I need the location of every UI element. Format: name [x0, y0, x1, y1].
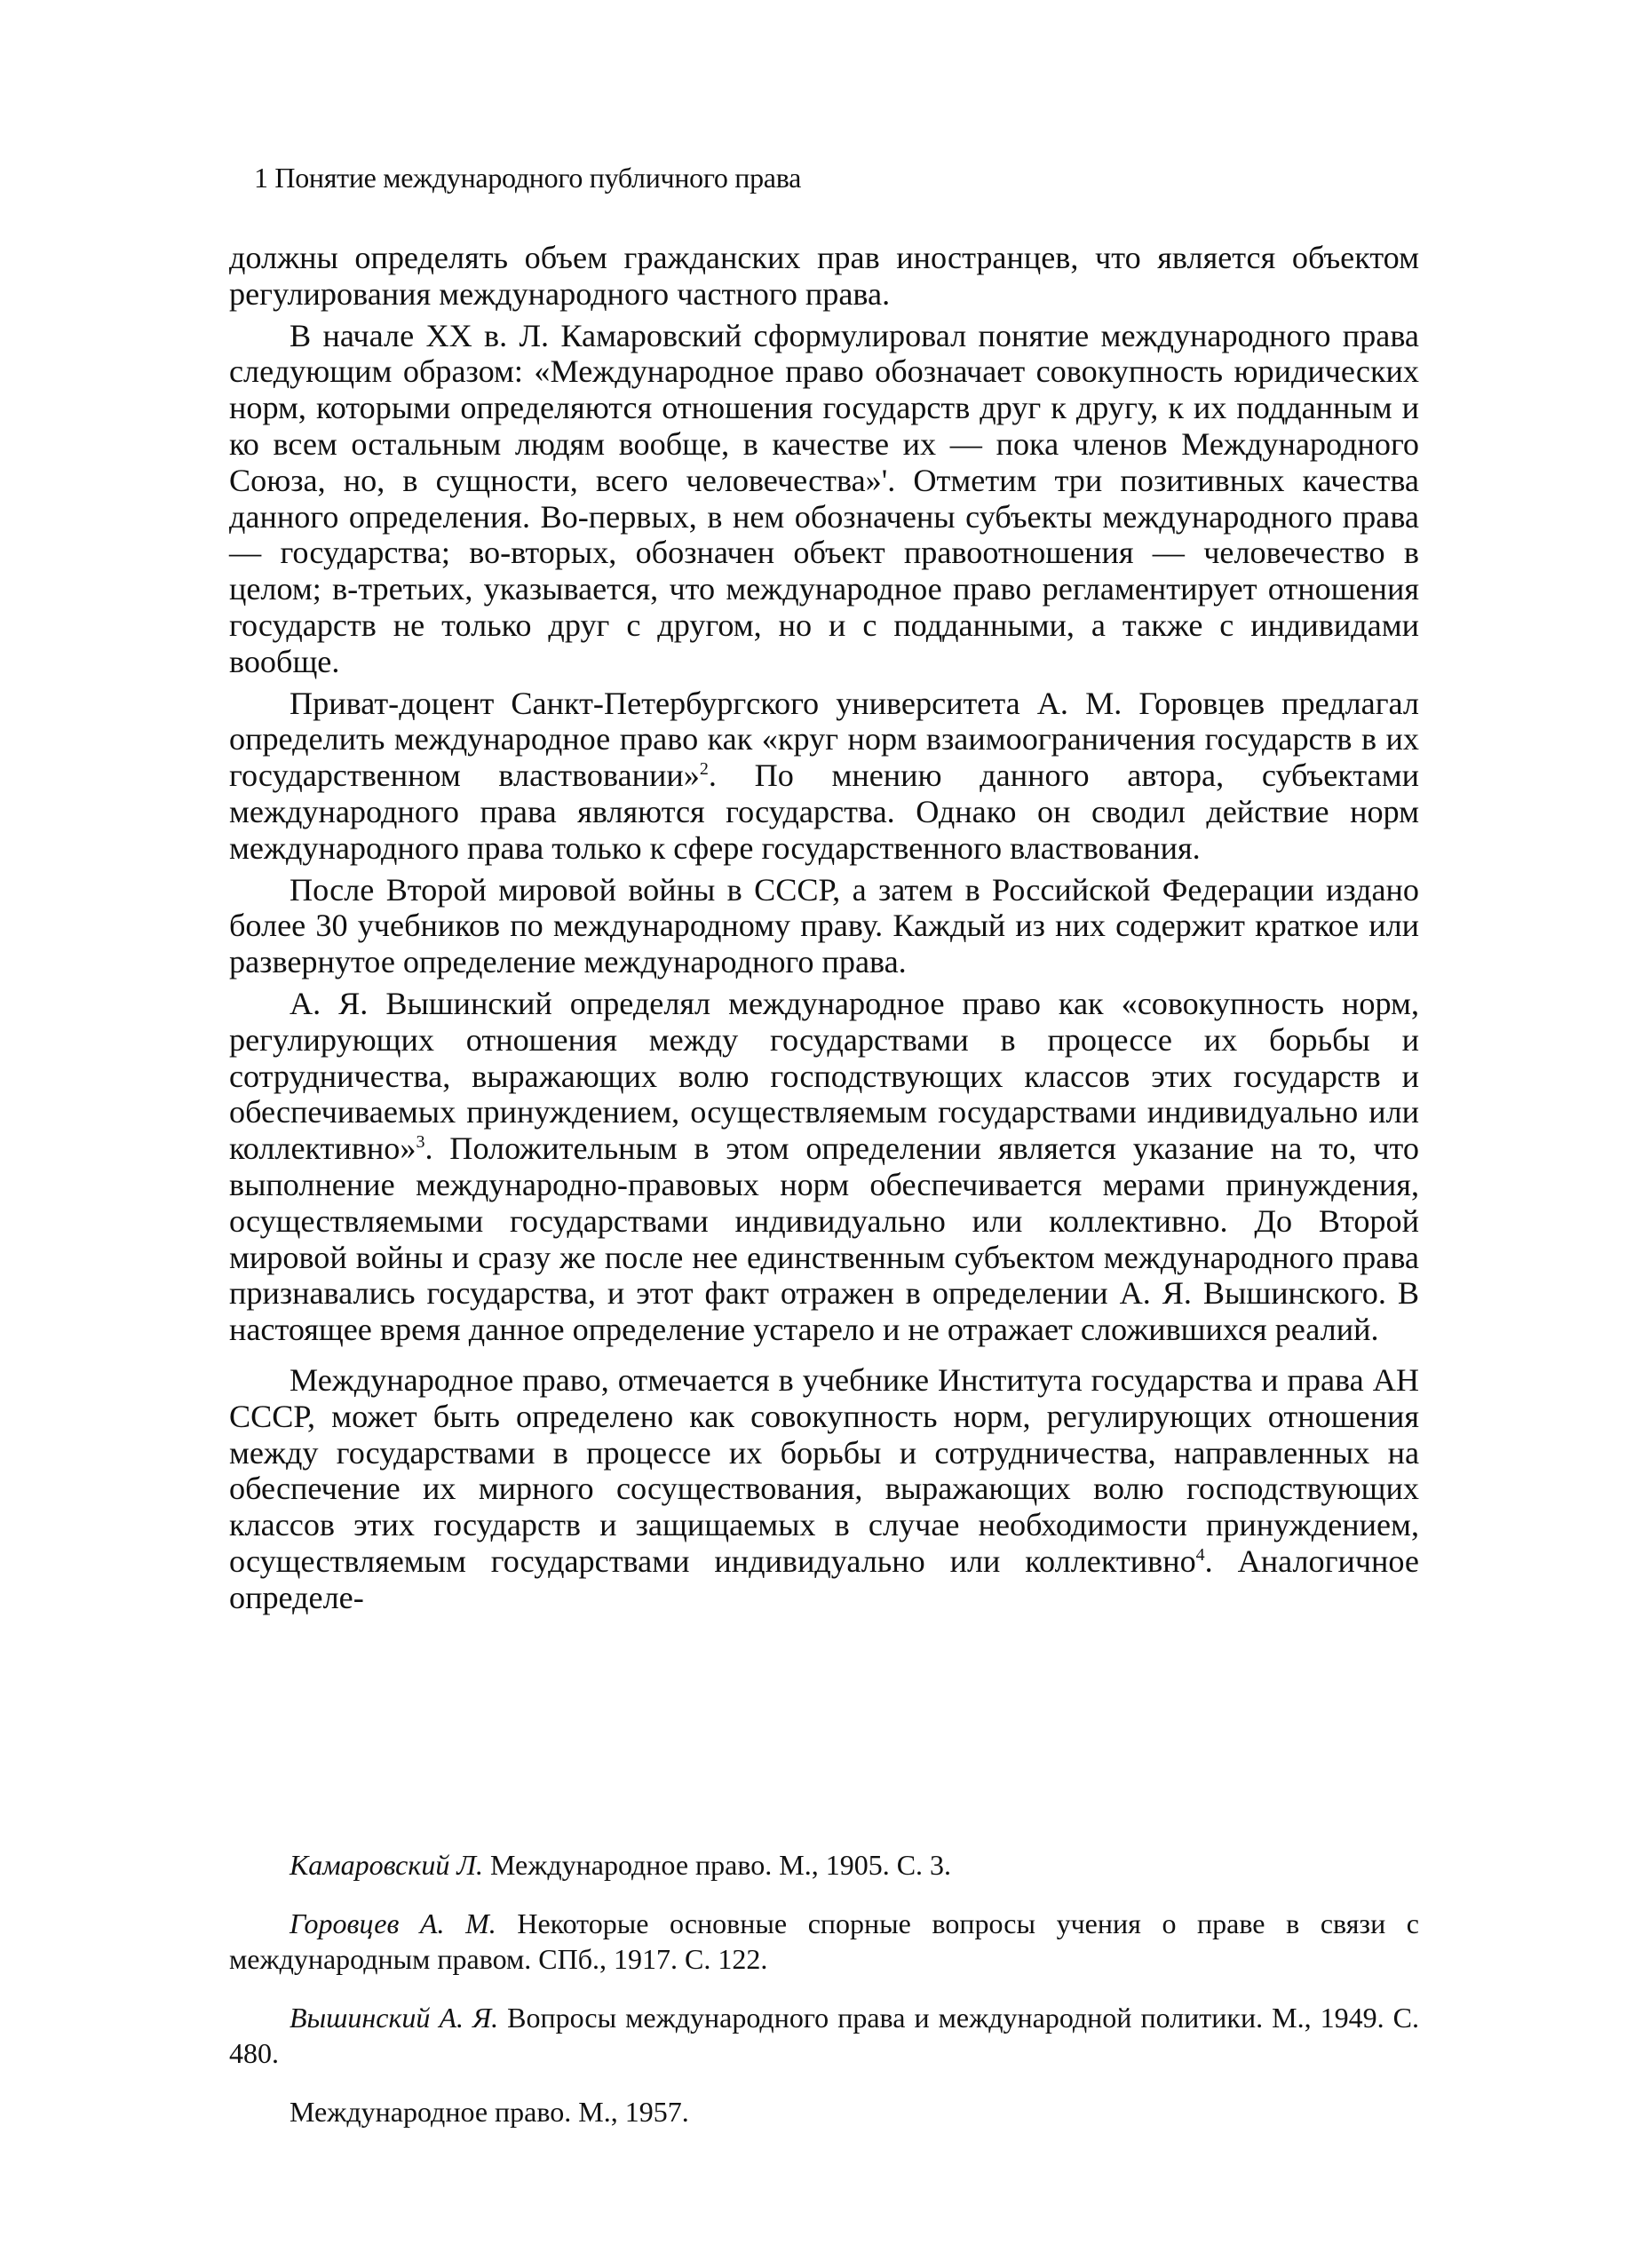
footnote-2: [229, 1906, 1419, 1977]
footnote-text: Вопросы международного права и международной политики. М., 1949. С. 480.: [229, 2002, 1420, 2069]
paragraph-continuation: должны определять объем гражданских прав иностранцев, что является объектом регулирования международного частного права.: [229, 240, 1419, 312]
paragraph-text: . Положительным в этом определении является указание на то, что выполнение международно-правовых норм обеспечивается мерами принуждения, осуществляемыми государствами индивидуально или коллективно. До Второй мировой войны и сразу же после нее единственным субъектом международного права признавались государства, и этот факт отражен в определении А. Я. Вышинского. В настоящее время данное определение устарело и не отражает сложившихся реалий.: [229, 1130, 1419, 1348]
footnote-text: Некоторые основные спорные вопросы учения о праве в связи с международным правом. СПб., 1917. С. 122.: [229, 1907, 1420, 1975]
paragraph-text: А. Я. Вышинский определял международное право как «совокупность норм, регулирующих отношения между государствами в процессе их борьбы и сотрудничества, выражающих волю господствующих классов этих государств и обеспечиваемых принуждением, осуществляемым государствами индивидуально или коллективно»: [229, 985, 1419, 1167]
running-head: 1 Понятие международного публичного права: [254, 162, 801, 194]
paragraph-text: Международное право, отмечается в учебнике Института государства и права АН СССР, может быть определено как совокупность норм, регулирующих отношения между государствами в процессе их борьбы и сотрудничества, направленных на обеспечение их мирного сосуществования, выражающих волю господствующих классов этих государств и защищаемых в случае необходимости принуждением, осуществляемым государствами индивидуально или коллективно: [229, 1361, 1419, 1579]
document-page: [229, 0, 1419, 2268]
footnote-text: Международное право. М., 1905. С. 3.: [482, 1849, 952, 1881]
paragraph-text: Приват-доцент Санкт-Петербургского университета А. М. Горовцев предлагал определить международное право как «круг норм взаимоограничения государств в их государственном властвовании»: [229, 685, 1419, 794]
footnote-ref: 3: [416, 1132, 425, 1153]
footnotes: [229, 1847, 1419, 2153]
body-text: [229, 240, 1419, 1621]
footnote-author: Горовцев А. М.: [290, 1907, 496, 1939]
footnote-author: Камаровский Л.: [290, 1849, 483, 1881]
paragraph-vyshinsky: [229, 986, 1419, 1348]
paragraph-gorovtsev: [229, 686, 1419, 867]
footnote-4: [229, 2094, 1419, 2129]
paragraph-text: . По мнению данного автора, субъектами международного права являются государства. Однако он сводил действие норм международного права только к сфере государственного властвования.: [229, 757, 1419, 866]
footnote-ref: 4: [1195, 1544, 1205, 1565]
footnote-1: [229, 1847, 1419, 1883]
footnote-3: [229, 2000, 1419, 2071]
paragraph-institute-definition: [229, 1362, 1419, 1616]
paragraph-kamarovsky: В начале XX в. Л. Камаровский сформулировал понятие международного права следующим образом: «Международное право обозначает совокупность юридических норм, которыми определяются отношения государств друг к другу, к их подданным и ко всем остальным людям вообще, в качестве их — пока членов Международного Союза, но, в сущности, всего человечества»'. Отметим три позитивных качества данного определения. Во-первых, в нем обозначены субъекты международного права — государства; во-вторых, обозначен объект правоотношения — человечество в целом; в-третьих, указывается, что международное право регламентирует отношения государств не только друг с другом, но и с подданными, а также с индивидами вообще.: [229, 317, 1419, 679]
footnote-author: Вышинский А. Я.: [290, 2002, 499, 2034]
footnote-ref: 2: [699, 759, 709, 780]
paragraph-ussr-textbooks: После Второй мировой войны в СССР, а затем в Российской Федерации издано более 30 учебников по международному праву. Каждый из них содержит краткое или развернутое определение международного права.: [229, 871, 1419, 980]
paragraph-text: . Аналогичное определе-: [229, 1542, 1419, 1615]
footnote-text: Международное право. М., 1957.: [290, 2096, 689, 2128]
